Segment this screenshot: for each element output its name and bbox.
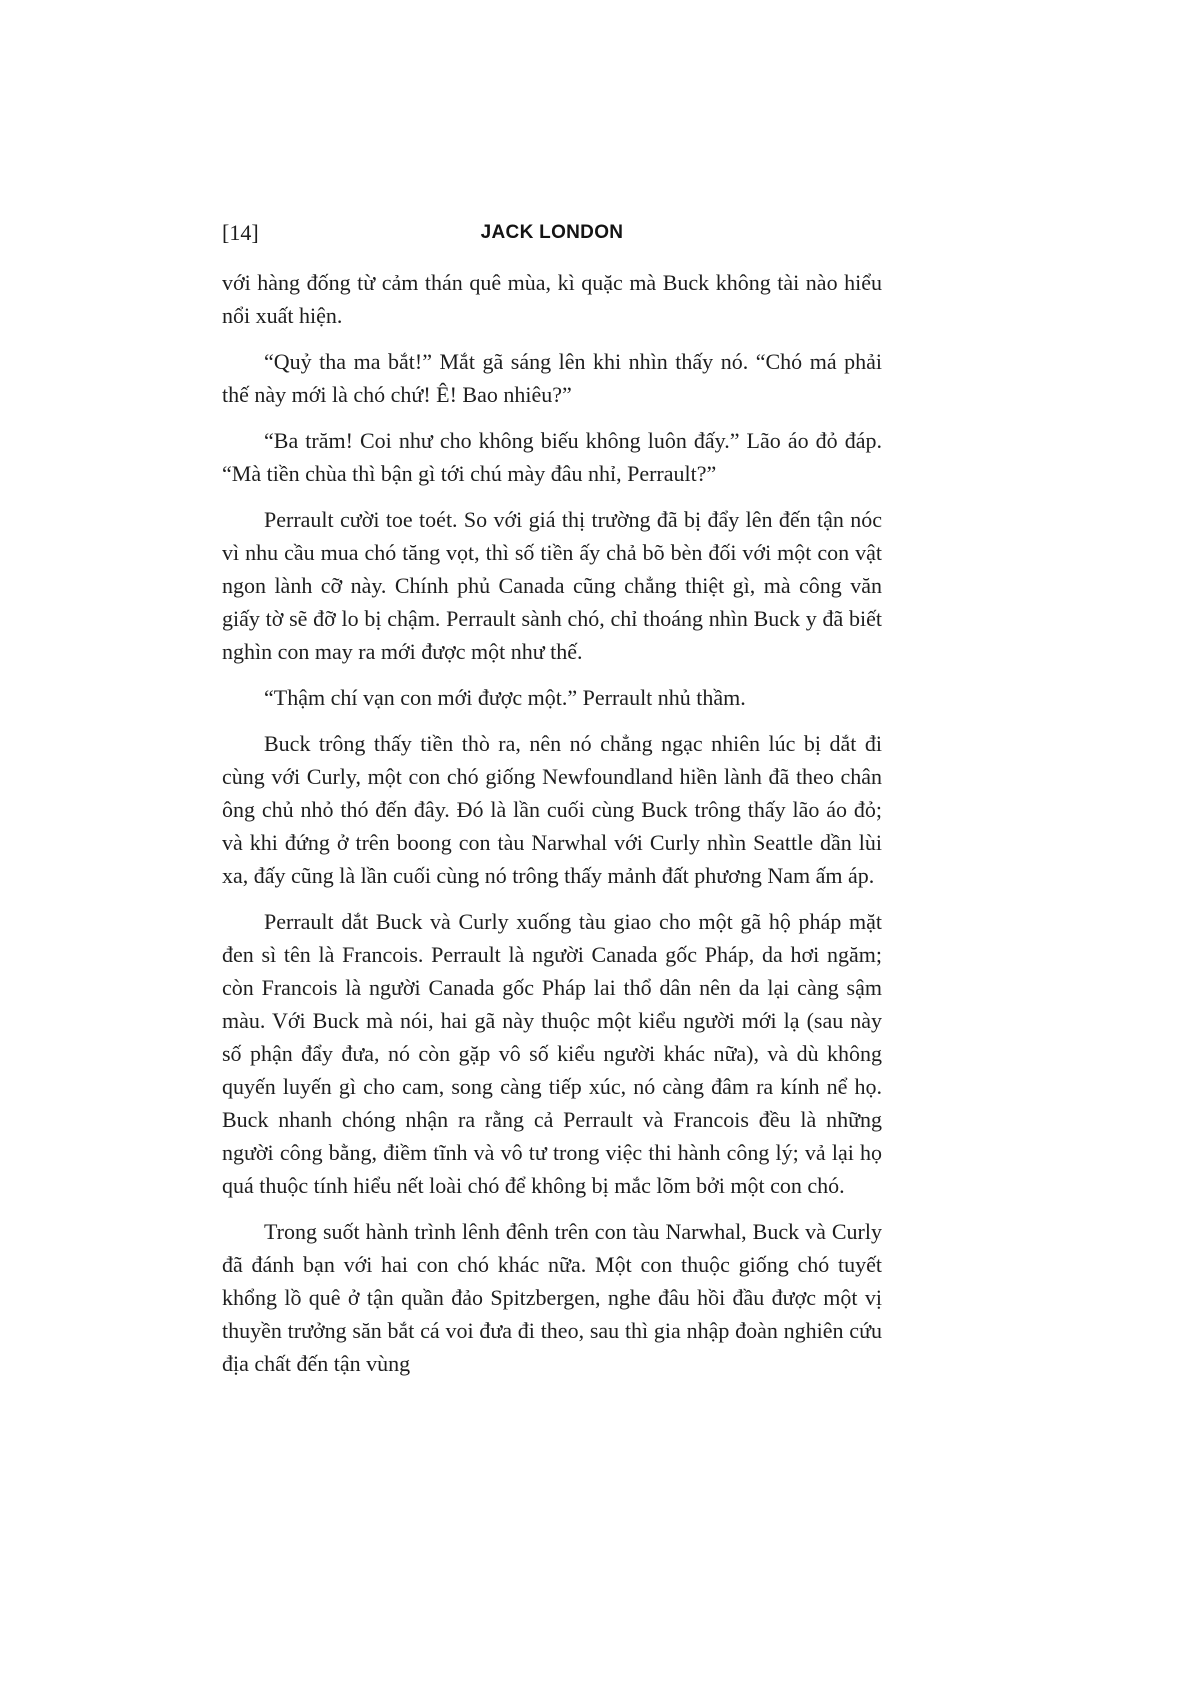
content-column	[222, 220, 882, 1393]
paragraph: Perrault cười toe toét. So với giá thị trường đã bị đẩy lên đến tận nóc vì nhu cầu mua chó tăng vọt, thì số tiền ấy chả bõ bèn đối với một con vật ngon lành cỡ này. Chính phủ Canada cũng chẳng thiệt gì, mà công văn giấy tờ sẽ đỡ lo bị chậm. Perrault sành chó, chỉ thoáng nhìn Buck y đã biết nghìn con may ra mới được một như thế.	[222, 507, 882, 664]
running-title: JACK LONDON	[480, 222, 624, 243]
body-text	[222, 266, 882, 1380]
paragraph: “Thậm chí vạn con mới được một.” Perrault nhủ thầm.	[264, 685, 746, 710]
paragraph: “Quỷ tha ma bắt!” Mắt gã sáng lên khi nhìn thấy nó. “Chó má phải thế này mới là chó chứ! Ê! Bao nhiêu?”	[222, 349, 882, 407]
page-number: [14]	[222, 220, 259, 245]
paragraph: Buck trông thấy tiền thò ra, nên nó chẳng ngạc nhiên lúc bị dắt đi cùng với Curly, một con chó giống Newfoundland hiền lành đã theo chân ông chủ nhỏ thó đến đây. Đó là lần cuối cùng Buck trông thấy lão áo đỏ; và khi đứng ở trên boong con tàu Narwhal với Curly nhìn Seattle dần lùi xa, đấy cũng là lần cuối cùng nó trông thấy mảnh đất phương Nam ấm áp.	[222, 731, 882, 888]
paragraph: “Ba trăm! Coi như cho không biếu không luôn đấy.” Lão áo đỏ đáp. “Mà tiền chùa thì bận gì tới chú mày đâu nhỉ, Perrault?”	[222, 428, 882, 486]
paragraph: với hàng đống từ cảm thán quê mùa, kì quặc mà Buck không tài nào hiểu nổi xuất hiện.	[222, 270, 882, 328]
paragraph: Trong suốt hành trình lênh đênh trên con tàu Narwhal, Buck và Curly đã đánh bạn với hai con chó khác nữa. Một con thuộc giống chó tuyết khổng lồ quê ở tận quần đảo Spitzbergen, nghe đâu hồi đầu được một vị thuyền trưởng săn bắt cá voi đưa đi theo, sau thì gia nhập đoàn nghiên cứu địa chất đến tận vùng	[222, 1219, 882, 1376]
paragraph: Perrault dắt Buck và Curly xuống tàu giao cho một gã hộ pháp mặt đen sì tên là Francois. Perrault là người Canada gốc Pháp, da hơi ngăm; còn Francois là người Canada gốc Pháp lai thổ dân nên da lại càng sậm màu. Với Buck mà nói, hai gã này thuộc một kiểu người mới lạ (sau này số phận đẩy đưa, nó còn gặp vô số kiểu người khác nữa), và dù không quyến luyến gì cho cam, song càng tiếp xúc, nó càng đâm ra kính nể họ. Buck nhanh chóng nhận ra rằng cả Perrault và Francois đều là những người công bằng, điềm tĩnh và vô tư trong việc thi hành công lý; vả lại họ quá thuộc tính hiểu nết loài chó để không bị mắc lõm bởi một con chó.	[222, 909, 882, 1198]
page-header	[222, 220, 882, 250]
